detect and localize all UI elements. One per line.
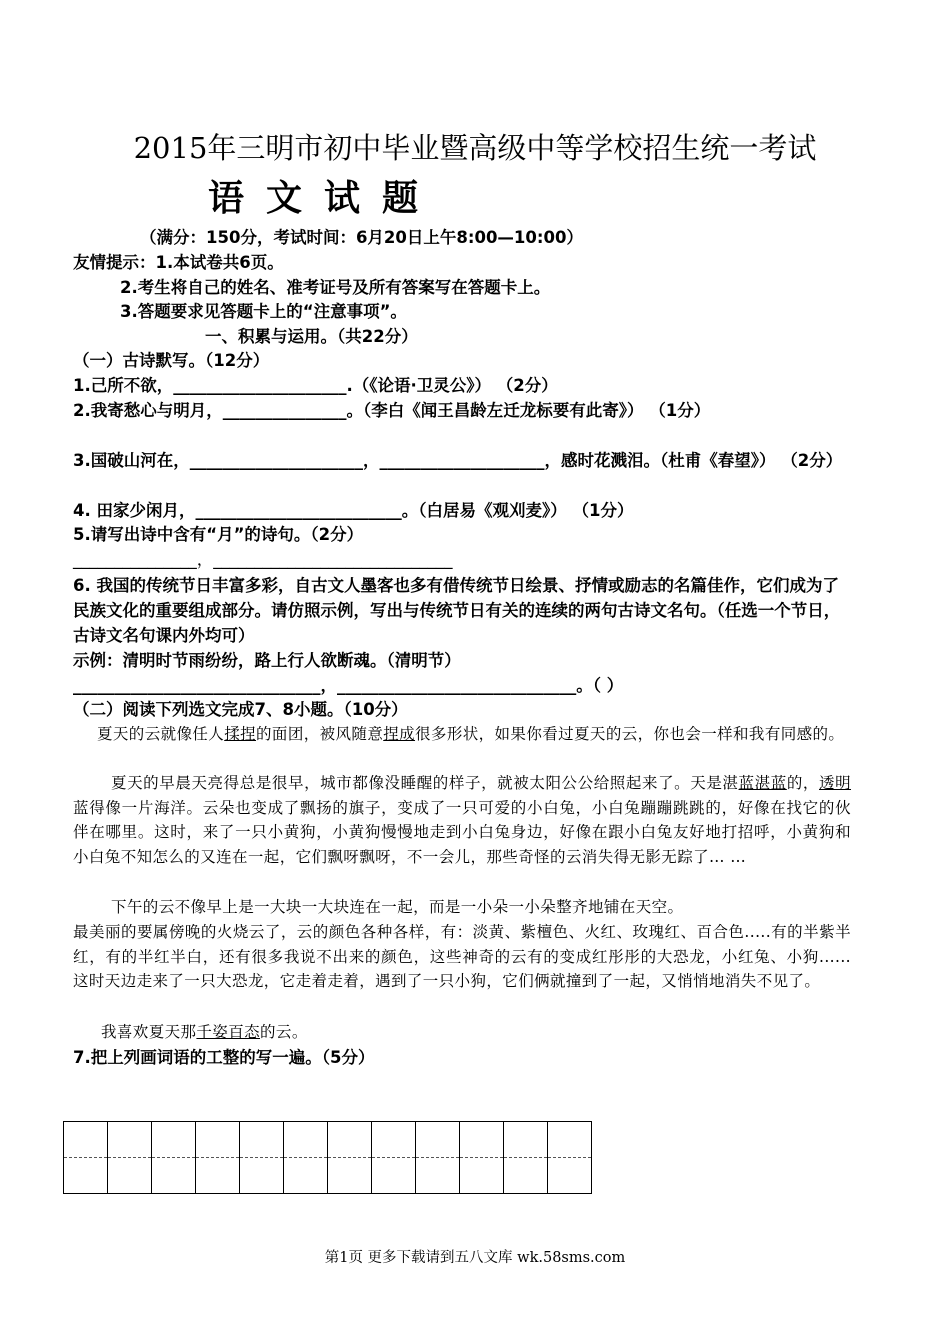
page-footer: 第1页 更多下载请到五八文库 wk.58sms.com (324, 1250, 626, 1266)
grid-cell[interactable] (240, 1122, 284, 1158)
grid-cell[interactable] (152, 1122, 196, 1158)
tip-2: 2.考生将自己的姓名、准考证号及所有答案写在答题卡上。 (120, 278, 551, 297)
part-2-heading: （二）阅读下列选文完成7、8小题。（10分） (73, 700, 408, 719)
passage-text: 很多形状，如果你看过夏天的云，你也会一样和我有同感的。 (415, 725, 845, 743)
question-4: 4. 田家少闲月，_________________________。（白居易《观刈麦》） （1分） (73, 501, 634, 520)
grid-cell[interactable] (64, 1158, 108, 1194)
passage-text: 的面团，被风随意 (256, 725, 384, 743)
question-5: 5.请写出诗中含有“月”的诗句。（2分） (73, 525, 364, 544)
underlined-word: 透明 (819, 774, 851, 792)
grid-cell[interactable] (108, 1122, 152, 1158)
grid-cell[interactable] (460, 1122, 504, 1158)
passage-text: 蓝得像一片海洋。云朵也变成了飘扬的旗子，变成了一只可爱的小白兔，小白兔蹦蹦跳跳的，好像在找它的伙伴在哪里。这时，来了一只小黄狗，小黄狗慢慢地走到小白兔身边，好像在跟小白兔友好地打招呼，小黄狗和小白兔不知怎么的又连在一起，它们飘呀飘呀，不一会儿，那些奇怪的云消失得无影无踪了… … (73, 798, 851, 866)
tip-3: 3.答题要求见答题卡上的“注意事项”。 (120, 302, 407, 321)
passage-text: 我喜欢夏天那 (101, 1023, 197, 1041)
question-2: 2.我寄愁心与明月，_______________。（李白《闻王昌龄左迁龙标要有此寄》） （1分） (73, 401, 711, 420)
grid-cell[interactable] (372, 1158, 416, 1194)
tips-label: 友情提示： (73, 253, 156, 272)
grid-cell[interactable] (328, 1122, 372, 1158)
grid-cell[interactable] (504, 1158, 548, 1194)
underlined-word: 揉捏 (224, 725, 257, 743)
grid-cell[interactable] (372, 1122, 416, 1158)
grid-cell[interactable] (284, 1122, 328, 1158)
question-7: 7.把上列画词语的工整的写一遍。（5分） (73, 1048, 375, 1067)
grid-cell[interactable] (548, 1158, 592, 1194)
exam-info: （满分：150分，考试时间：6月20日上午8:00—10:00） (140, 228, 583, 247)
passage-text: 夏天的早晨天亮得总是很早，城市都像没睡醒的样子，就被太阳公公给照起来了。天是湛 (111, 774, 739, 792)
grid-cell[interactable] (416, 1158, 460, 1194)
grid-cell[interactable] (64, 1122, 108, 1158)
question-6-example: 示例：清明时节雨纷纷，路上行人欲断魂。（清明节） (73, 651, 461, 670)
grid-cell[interactable] (240, 1158, 284, 1194)
writing-grid[interactable] (63, 1121, 592, 1194)
grid-cell[interactable] (284, 1158, 328, 1194)
section-1-heading: 一、积累与运用。（共22分） (205, 327, 418, 346)
grid-cell[interactable] (196, 1158, 240, 1194)
question-1: 1.己所不欲，_____________________.（《论语·卫灵公》） （2分） (73, 376, 558, 395)
underlined-word: 蓝湛蓝 (738, 774, 787, 792)
passage-paragraph-5 (73, 1020, 851, 1045)
grid-cell[interactable] (460, 1158, 504, 1194)
grid-cell[interactable] (152, 1158, 196, 1194)
passage-paragraph-1 (73, 722, 851, 747)
passage-text: 夏天的云就像任人 (97, 725, 225, 743)
exam-subtitle: 语文试题 (208, 178, 441, 219)
grid-cell[interactable] (416, 1122, 460, 1158)
tip-1: 1.本试卷共6页。 (155, 253, 284, 272)
passage-text: 的， (786, 774, 819, 792)
question-3: 3.国破山河在，_____________________，____________________，感时花溅泪。（杜甫《春望》） （2分） (73, 451, 843, 470)
grid-cell[interactable] (504, 1122, 548, 1158)
question-6: 6. 我国的传统节日丰富多彩，自古文人墨客也多有借传统节日绘景、抒情或励志的名篇佳作，它们成为了民族文化的重要组成部分。请仿照示例，写出与传统节日有关的连续的两句古诗文名句。（任选一个节日，古诗文名句课内外均可） (73, 576, 841, 645)
question-6-blank: ______________________________，_____________________________。（ ） (73, 676, 624, 695)
question-5-blank: _______________，_____________________________ (73, 550, 453, 569)
exam-title: 2015年三明市初中毕业暨高级中等学校招生统一考试 (133, 131, 817, 165)
passage-paragraph-3: 下午的云不像早上是一大块一大块连在一起，而是一小朵一小朵整齐地铺在天空。 (111, 898, 684, 916)
grid-cell[interactable] (548, 1122, 592, 1158)
passage-text: 的云。 (260, 1023, 308, 1041)
part-1-heading: （一）古诗默写。（12分） (73, 351, 270, 370)
underlined-word: 捏成 (383, 725, 416, 743)
tips-line-1 (73, 250, 853, 275)
passage-paragraph-2 (73, 771, 851, 869)
underlined-word: 千姿百态 (196, 1023, 261, 1041)
grid-cell[interactable] (328, 1158, 372, 1194)
passage-paragraph-4: 最美丽的要属傍晚的火烧云了，云的颜色各种各样，有：淡黄、紫檀色、火红、玫瑰红、百合色.....有的半紫半红，有的半红半白，还有很多我说不出来的颜色，这些神奇的云有的变成红彤彤的大恐龙，小红兔、小狗......这时天边走来了一只大恐龙，它走着走着，遇到了一只小狗，它们俩就撞到了一起，又悄悄地消失不见了。 (73, 923, 851, 990)
grid-cell[interactable] (196, 1122, 240, 1158)
grid-cell[interactable] (108, 1158, 152, 1194)
